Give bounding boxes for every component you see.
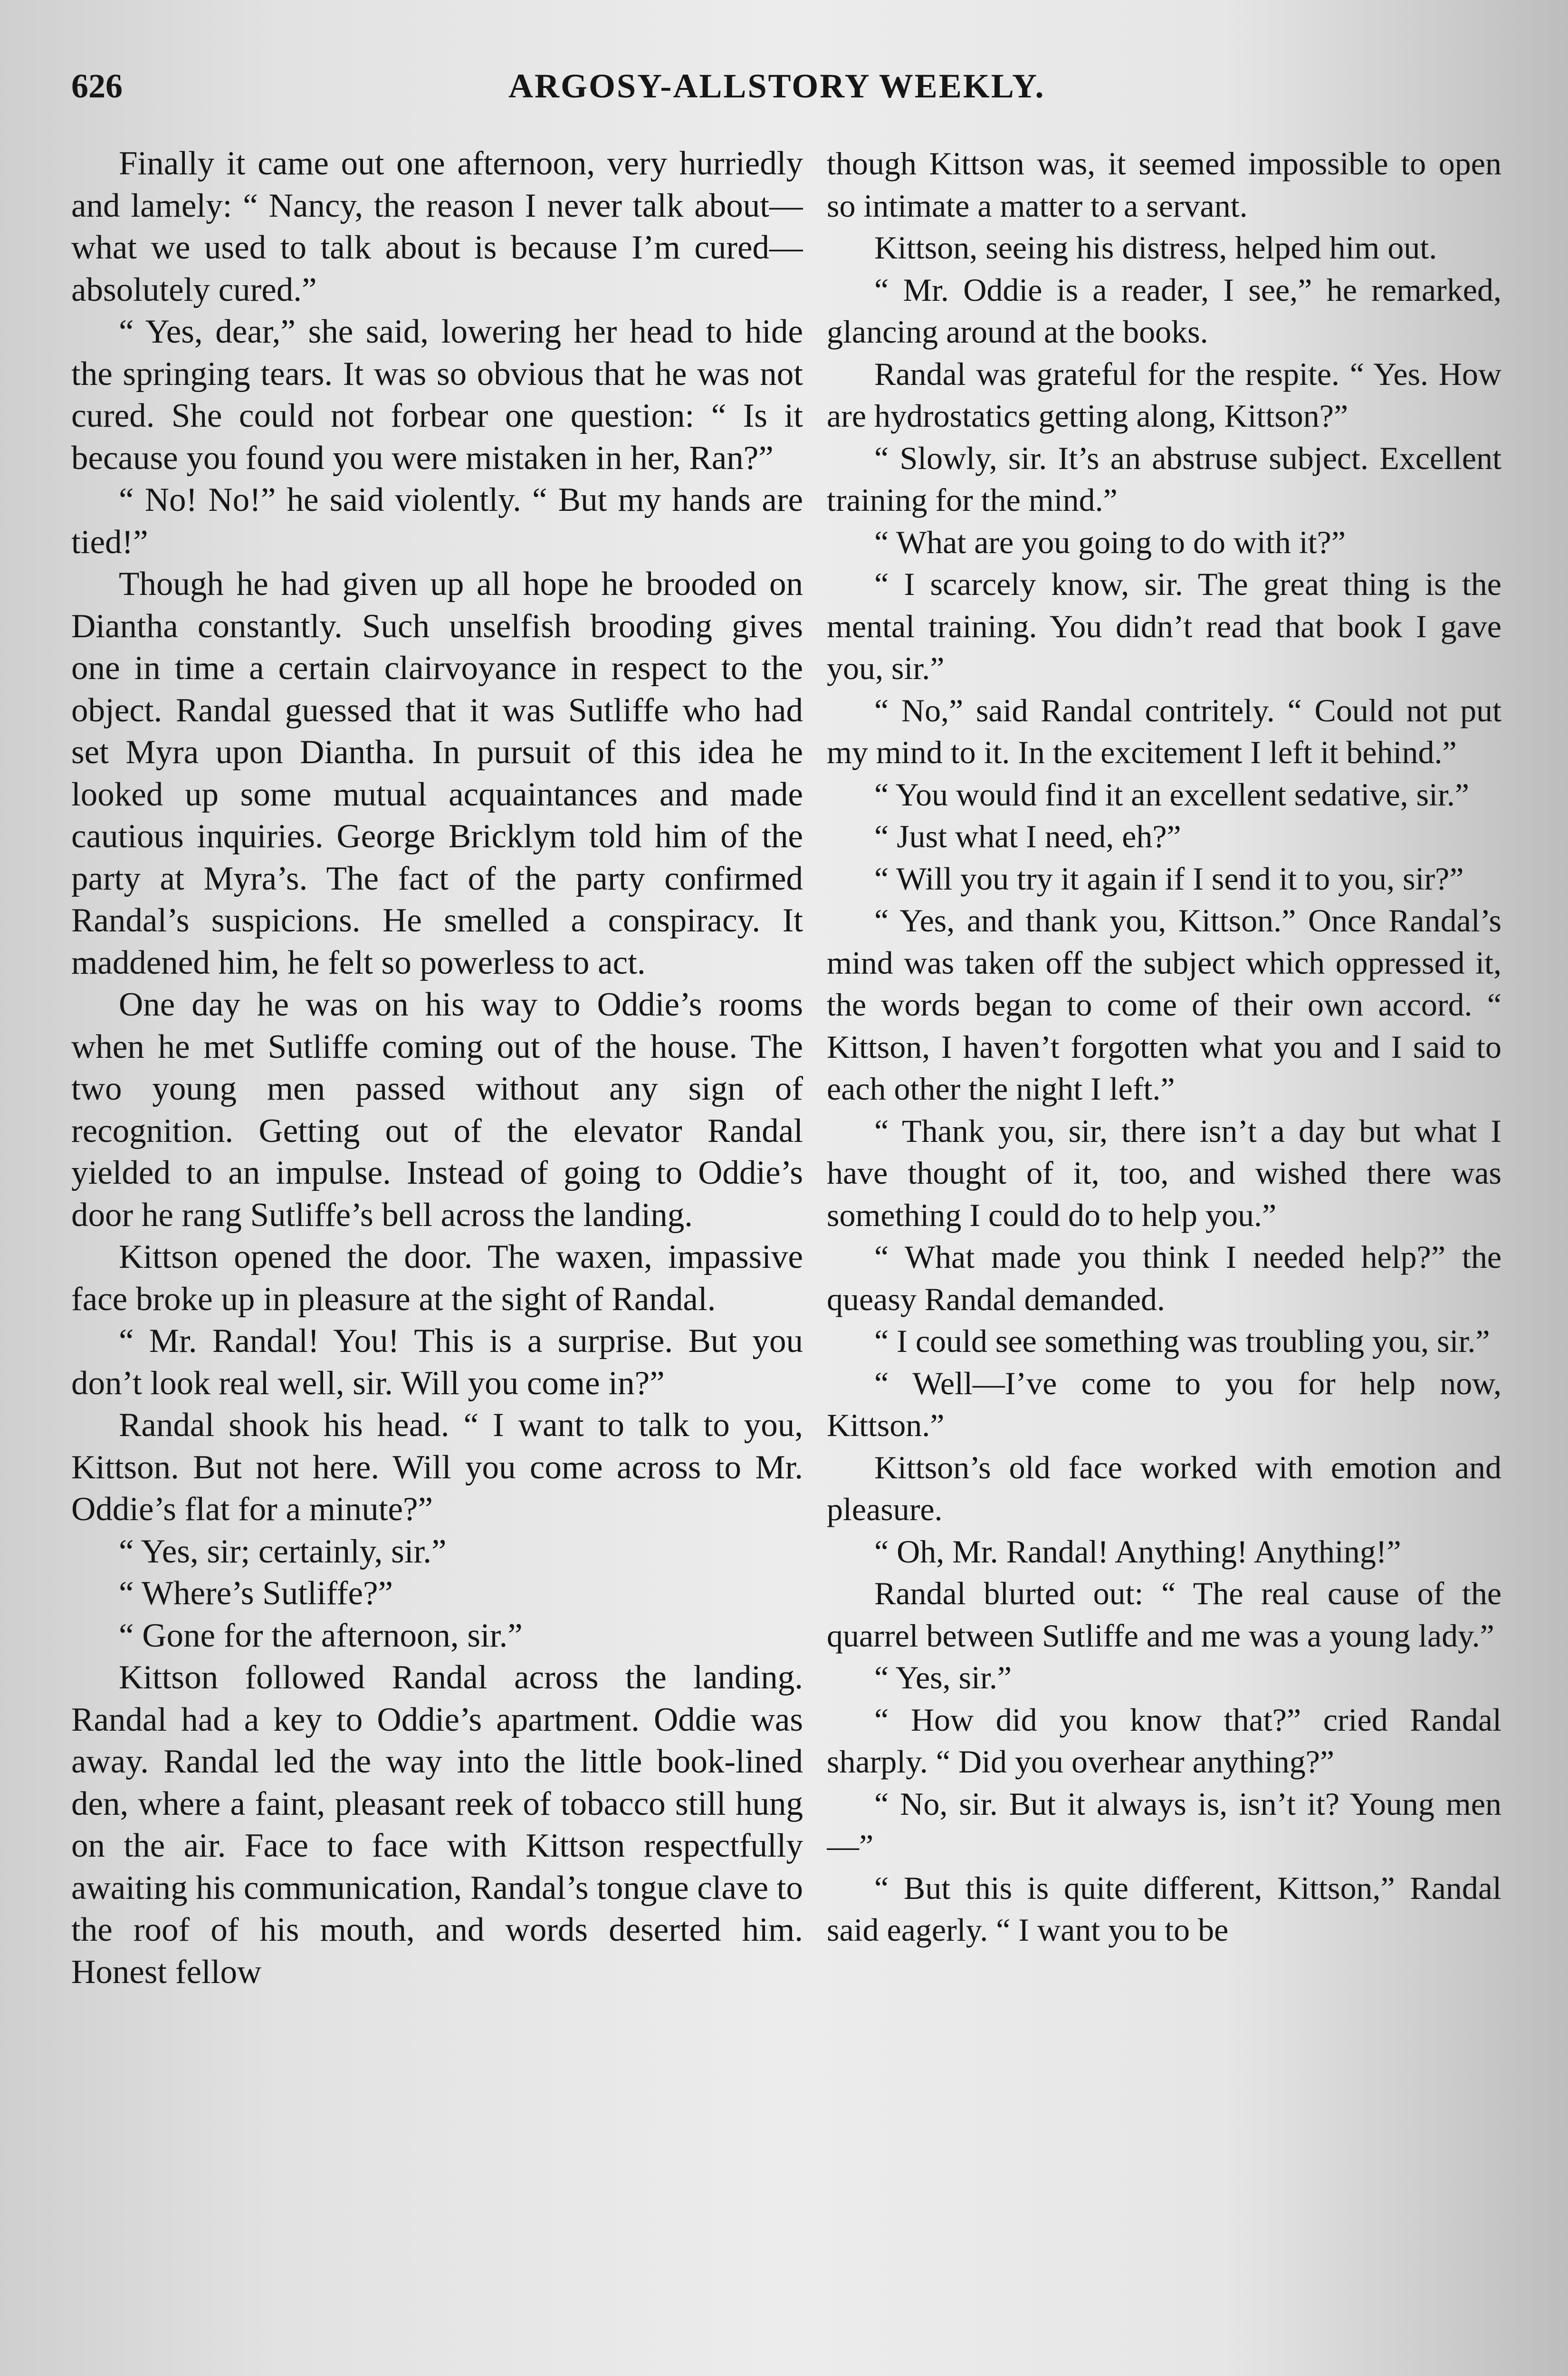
paragraph: Kittson, seeing his distress, helped him out. (874, 230, 1437, 266)
paragraph: “ I could see something was troubling you, sir.” (874, 1323, 1490, 1359)
paragraph: “ But this is quite different, Kittson,” Randal said eagerly. “ I want you to be (827, 1869, 1501, 1948)
paragraph: “ Oh, Mr. Randal! Anything! Anything!” (874, 1533, 1401, 1570)
paragraph: “ Yes, sir.” (874, 1659, 1012, 1696)
paragraph: “ Yes, and thank you, Kittson.” Once Randal’s mind was taken off the subject which oppressed it, the words began to come of their own accord. “ Kittson, I haven’t forgotten what you and I said to each other the night I left.” (827, 902, 1501, 1107)
paragraph: Randal blurted out: “ The real cause of the quarrel between Sutliffe and me was a young lady.” (827, 1575, 1501, 1654)
left-text-column (71, 143, 803, 2376)
paragraph: “ Will you try it again if I send it to you, sir?” (874, 860, 1464, 897)
paragraph: “ Thank you, sir, there isn’t a day but what I have thought of it, too, and wished there was something I could do to help you.” (827, 1112, 1501, 1233)
page-number: 626 (71, 67, 123, 105)
paragraph: “ Gone for the afternoon, sir.” (119, 1617, 523, 1654)
paragraph: “ I scarcely know, sir. The great thing is the mental training. You didn’t read that book I gave you, sir.” (827, 566, 1501, 686)
paragraph: “ You would find it an excellent sedative, sir.” (874, 776, 1470, 813)
page-header (71, 67, 1478, 119)
paragraph: Finally it came out one afternoon, very hurriedly and lamely: “ Nancy, the reason I never talk about—what we used to talk about is because I’m cured—absolutely cured.” (71, 145, 803, 308)
paragraph: “ Mr. Randal! You! This is a surprise. But you don’t look real well, sir. Will you come in?” (71, 1322, 803, 1402)
paragraph: Randal shook his head. “ I want to talk to you, Kittson. But not here. Will you come across to Mr. Oddie’s flat for a minute?” (71, 1407, 803, 1528)
paragraph: “ What are you going to do with it?” (874, 524, 1346, 560)
right-text-column (827, 143, 1501, 2376)
paragraph: “ Yes, dear,” she said, lowering her head to hide the springing tears. It was so obvious that he was not cured. She could not forbear one question: “ Is it because you found you were mistaken in her, Ran?” (71, 313, 803, 477)
paragraph: “ No! No!” he said violently. “ But my hands are tied!” (71, 481, 803, 561)
paragraph: Randal was grateful for the respite. “ Yes. How are hydrostatics getting along, Kittson?” (827, 355, 1501, 434)
paragraph: “ Well—I’ve come to you for help now, Kittson.” (827, 1365, 1501, 1443)
paragraph: Kittson’s old face worked with emotion and pleasure. (827, 1449, 1501, 1527)
paragraph: “ Mr. Oddie is a reader, I see,” he remarked, glancing around at the books. (827, 271, 1501, 350)
paragraph: “ How did you know that?” cried Randal sharply. “ Did you overhear anything?” (827, 1701, 1501, 1780)
paragraph: Kittson opened the door. The waxen, impassive face broke up in pleasure at the sight of Randal. (71, 1238, 803, 1318)
paragraph: “ Just what I need, eh?” (874, 818, 1181, 854)
paragraph: though Kittson was, it seemed impossible to open so intimate a matter to a servant. (827, 145, 1501, 224)
paragraph: Kittson followed Randal across the landing. Randal had a key to Oddie’s apartment. Oddie was away. Randal led the way into the little book-lined den, where a faint, pleasant reek of tobacco still hung on the air. Face to face with Kittson respectfully awaiting his communication, Randal’s tongue clave to the roof of his mouth, and words deserted him. Honest fellow (71, 1659, 803, 1991)
paragraph: Though he had given up all hope he brooded on Diantha constantly. Such unselfish brooding gives one in time a certain clairvoyance in respect to the object. Randal guessed that it was Sutliffe who had set Myra upon Diantha. In pursuit of this idea he looked up some mutual acquaintances and made cautious inquiries. George Bricklym told him of the party at Myra’s. The fact of the party confirmed Randal’s suspicions. He smelled a conspiracy. It maddened him, he felt so powerless to act. (71, 565, 803, 981)
paragraph: One day he was on his way to Oddie’s rooms when he met Sutliffe coming out of the house. The two young men passed without any sign of recognition. Getting out of the elevator Randal yielded to an impulse. Instead of going to Oddie’s door he rang Sutliffe’s bell across the landing. (71, 986, 803, 1234)
paragraph: “ No,” said Randal contritely. “ Could not put my mind to it. In the excitement I left it behind.” (827, 692, 1501, 770)
running-title: ARGOSY-ALLSTORY WEEKLY. (508, 67, 1045, 105)
paragraph: “ Yes, sir; certainly, sir.” (119, 1533, 447, 1570)
paragraph: “ What made you think I needed help?” the queasy Randal demanded. (827, 1239, 1501, 1317)
paragraph: “ Where’s Sutliffe?” (119, 1575, 393, 1612)
paragraph: “ No, sir. But it always is, isn’t it? Young men—” (827, 1785, 1501, 1864)
paragraph: “ Slowly, sir. It’s an abstruse subject. Excellent training for the mind.” (827, 440, 1501, 518)
